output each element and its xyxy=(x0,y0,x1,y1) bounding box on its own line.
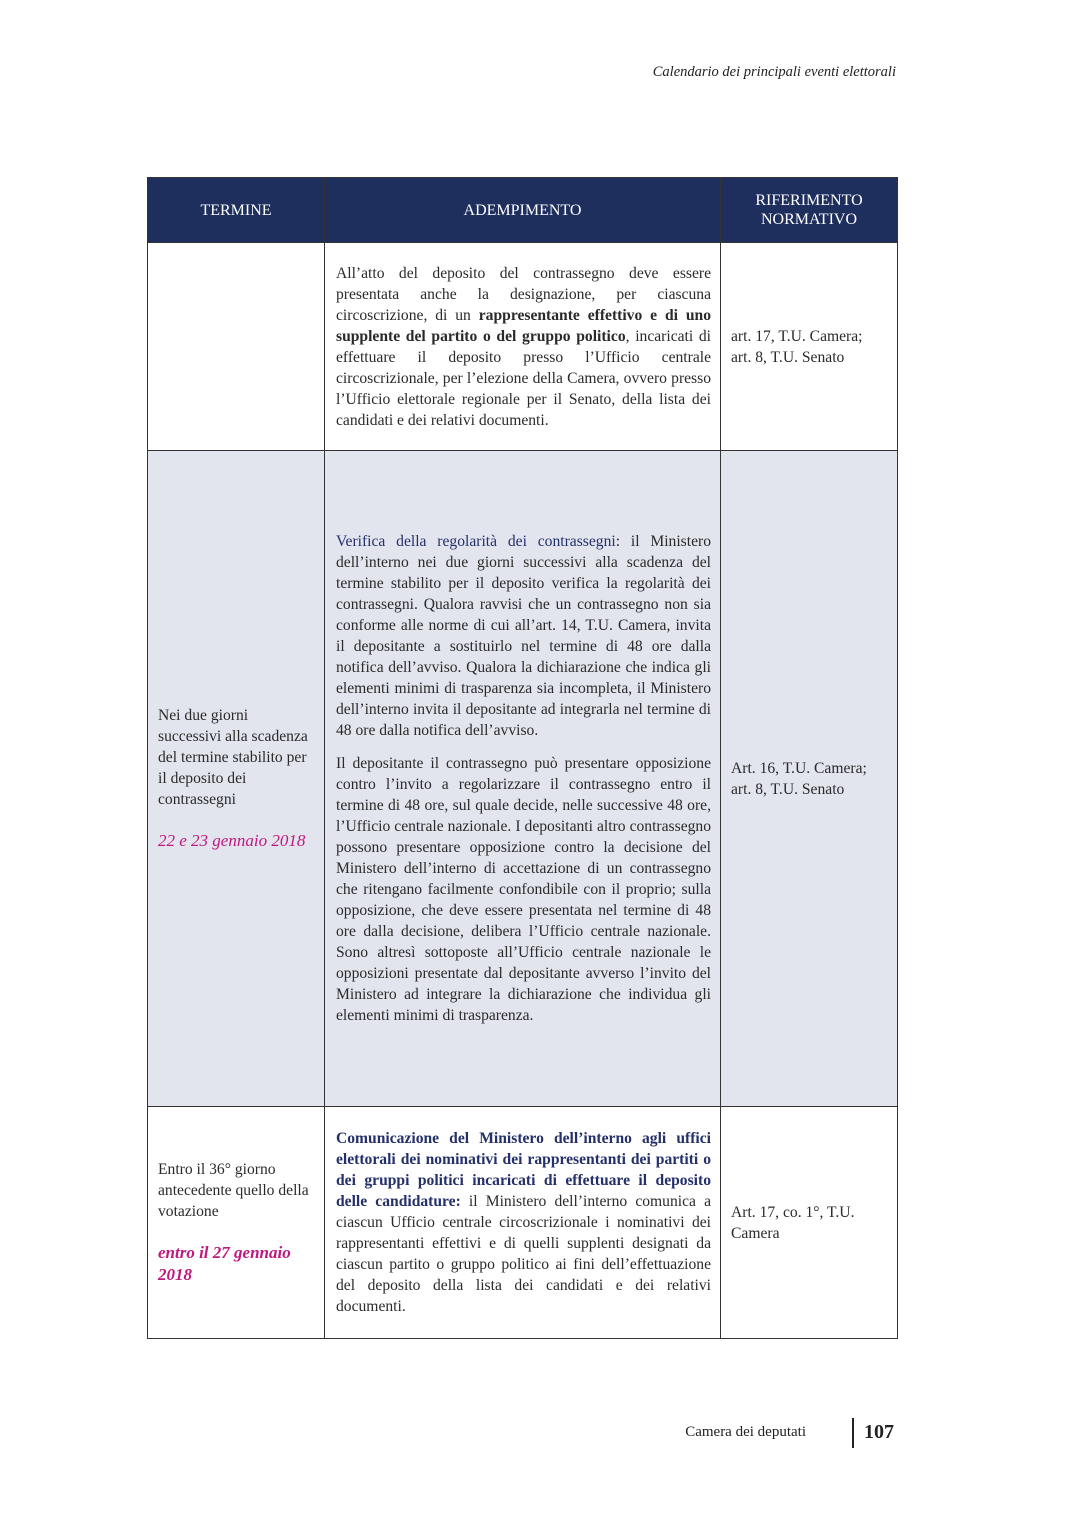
row2-heading: Verifica della regolarità dei contrassegni xyxy=(336,533,616,550)
row3-riferimento: Art. 17, co. 1°, T.U. Camera xyxy=(721,1107,898,1339)
row2-termine xyxy=(148,451,325,1107)
row2-riferimento: Art. 16, T.U. Camera; art. 8, T.U. Senato xyxy=(721,451,898,1107)
header-adempimento: ADEMPIMENTO xyxy=(325,178,721,243)
row3-date: entro il 27 gennaio 2018 xyxy=(158,1243,291,1284)
row2-adempimento: Verifica della regolarità dei contrassegni: il Ministero dell’interno nei due giorni successivi alla scadenza del termine stabilito per il deposito verifica la regolarità dei contrassegni. Qualora ravvisi che un contrassegno non sia conforme alle norme di cui all’art. 14, T.U. Camera, invita il depositante a sostituirlo nel termine di 48 ore dalla notifica dell’avviso. Qualora la dichiarazione che indica gli elementi minimi di trasparenza sia incompleta, il Ministero dell’interno invita il depositante ad integrarla nel termine di 48 ore dalla notifica dell’avviso. Il depositante il contrassegno può presentare opposizione contro l’invito a regolarizzare il contrassegno entro il termine di 48 ore, sul quale decide, nelle successive 48 ore, l’Ufficio centrale nazionale. I depositanti altro contrassegno possono presentare opposizione contro la decisione del Ministero dell’interno di accettazione di un contrassegno che ritengano facilmente confondibile con il proprio; sulla opposizione, che deve essere presentata nel termine di 48 ore dalla decisione, delibera l’Ufficio centrale nazionale. Sono altresì sottoposte all’Ufficio centrale nazionale le opposizioni presentate dal depositante avverso l’invito del Ministero ad integrare la dichiarazione che individua gli elementi minimi di trasparenza. xyxy=(325,451,721,1107)
header-riferimento-line1: RIFERIMENTO xyxy=(755,192,863,209)
header-termine: TERMINE xyxy=(148,178,325,243)
row2-paragraph-2: Il depositante il contrassegno può presentare opposizione contro l’invito a regolarizzare il contrassegno entro il termine di 48 ore, sul quale decide, nelle successive 48 ore, l’Ufficio centrale nazionale. I depositanti altro contrassegno possono presentare opposizione contro la decisione del Ministero dell’interno di accettazione di un contrassegno che ritengano facilmente confondibile con il proprio; sulla opposizione, che deve essere presentata nel termine di 48 ore dalla decisione, delibera l’Ufficio centrale nazionale. Sono altresì sottoposte all’Ufficio centrale nazionale le opposizioni presentate dal depositante avverso l’invito del Ministero ad integrare la dichiarazione che individua gli elementi minimi di trasparenza. xyxy=(336,755,711,1024)
row1-riferimento: art. 17, T.U. Camera; art. 8, T.U. Senato xyxy=(721,243,898,451)
row2-date: 22 e 23 gennaio 2018 xyxy=(158,831,306,850)
footer-divider xyxy=(852,1418,854,1448)
header-riferimento xyxy=(721,178,898,243)
row3-heading: Comunicazione del Ministero dell’interno agli uffici elettorali dei nominativi dei rappresentanti dei partiti o dei gruppi politici incaricati di effettuare il deposito delle candidature: xyxy=(336,1130,711,1210)
row3-adempimento: Comunicazione del Ministero dell’interno agli uffici elettorali dei nominativi dei rappresentanti dei partiti o dei gruppi politici incaricati di effettuare il deposito delle candidature: il Ministero dell’interno comunica a ciascun Ufficio centrale circoscrizionale i nominativi dei rappresentanti effettivi e di quelli supplenti designati da ciascun partito o gruppo politico ai fini dell’effettuazione del deposito della lista dei candidati e dei relativi documenti. xyxy=(325,1107,721,1339)
footer-publisher: Camera dei deputati xyxy=(685,1424,806,1440)
row1-adempimento: All’atto del deposito del contrassegno deve essere presentata anche la designazione, per ciascuna circoscrizione, di un rappresentante effettivo e di uno supplente del partito o del gruppo politico, incaricati di effettuare il deposito presso l’Ufficio centrale circoscrizionale, per l’elezione della Camera, ovvero presso l’Ufficio elettorale regionale per il Senato, della lista dei candidati e dei relativi documenti. xyxy=(325,243,721,451)
table-row xyxy=(148,243,898,451)
table-header-row xyxy=(148,178,898,243)
row3-termine xyxy=(148,1107,325,1339)
calendar-table xyxy=(147,177,898,1339)
row1-highlight: rappresentante effettivo e di uno supplente del partito o del gruppo politico xyxy=(336,306,712,345)
row1-termine xyxy=(148,243,325,451)
running-head: Calendario dei principali eventi elettorali xyxy=(652,64,896,80)
page-number: 107 xyxy=(864,1421,894,1443)
row3-termine-text: Entro il 36° giorno antecedente quello della votazione xyxy=(158,1161,309,1220)
row2-termine-text: Nei due giorni successivi alla scadenza del termine stabilito per il deposito dei contrassegni xyxy=(158,707,308,808)
header-riferimento-line2: NORMATIVO xyxy=(761,211,857,228)
table-row xyxy=(148,451,898,1107)
table-row xyxy=(148,1107,898,1339)
